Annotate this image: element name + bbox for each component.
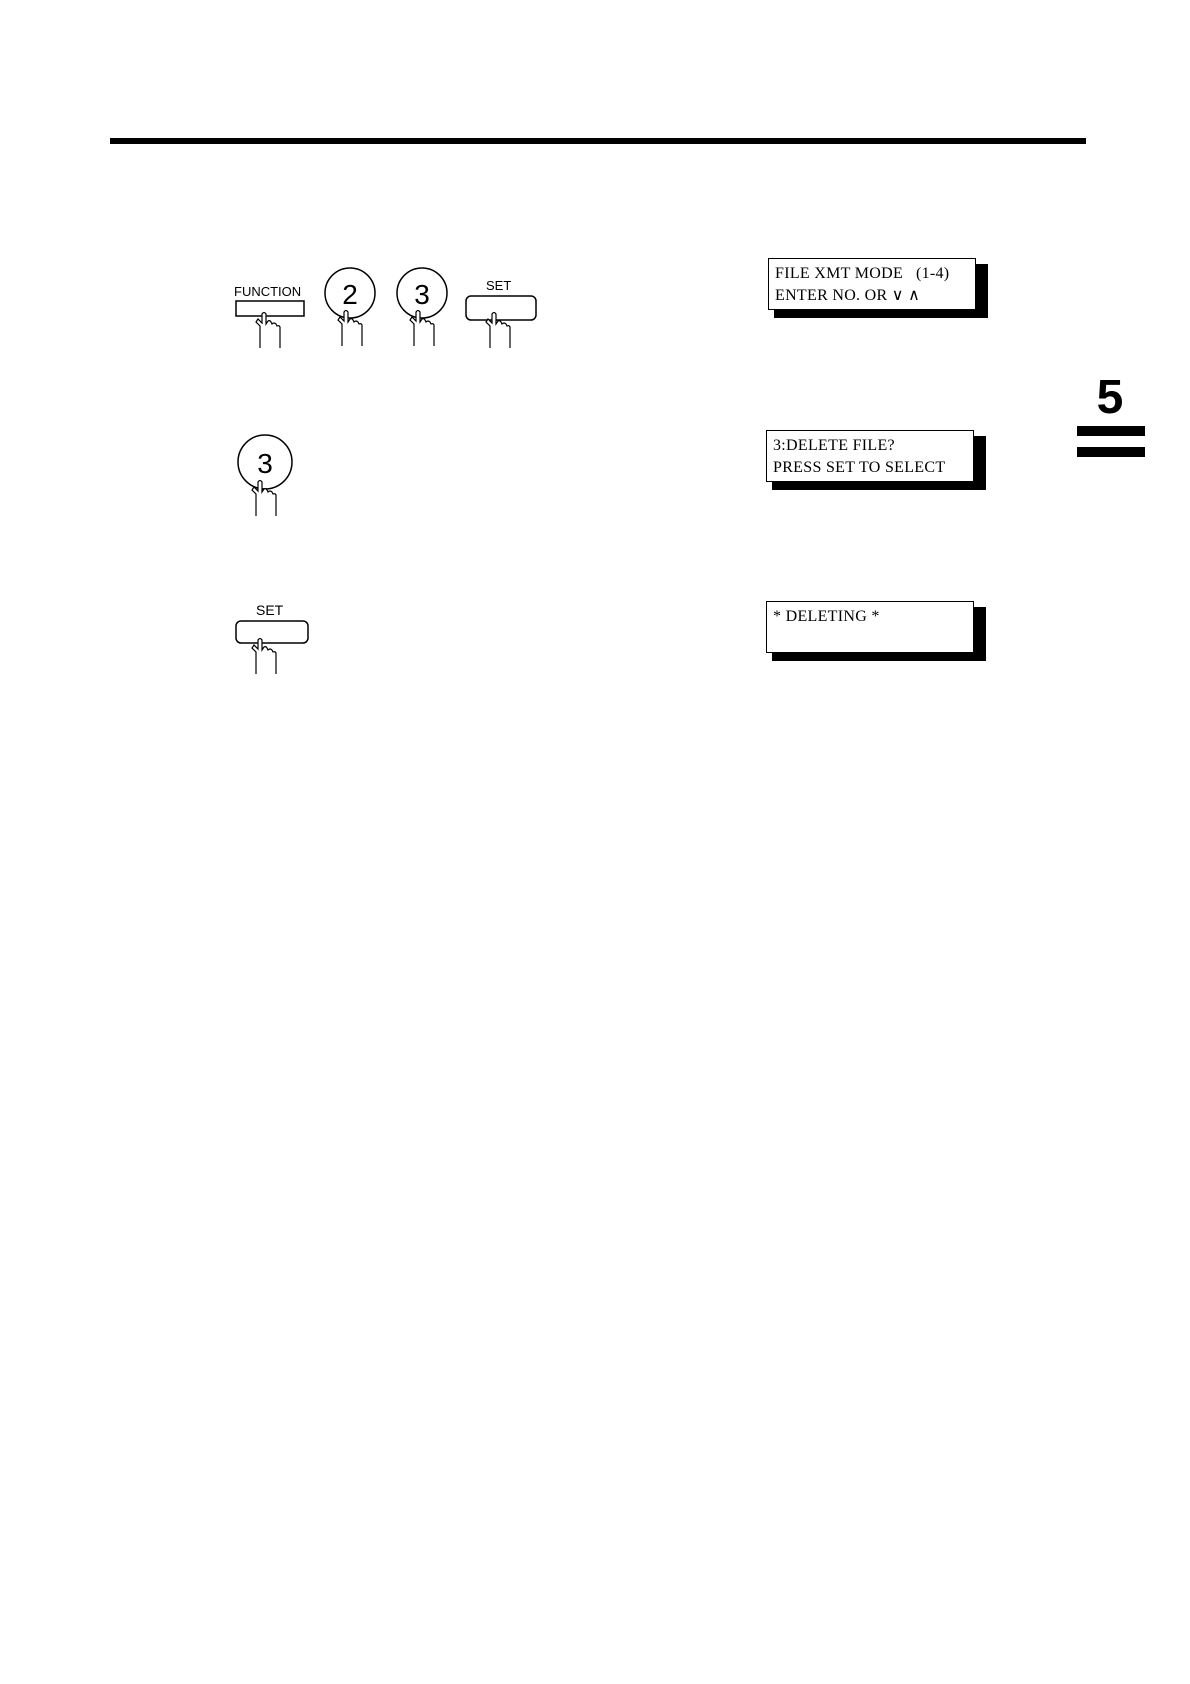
digit-3-key[interactable] bbox=[238, 435, 292, 516]
chapter-tab-bar-top bbox=[1077, 426, 1145, 436]
lcd-display-1 bbox=[768, 258, 982, 312]
lcd-line-1: * DELETING * bbox=[773, 608, 880, 625]
lcd-line-2: PRESS SET TO SELECT bbox=[773, 459, 946, 476]
lcd-line-1: 3:DELETE FILE? bbox=[773, 437, 895, 454]
lcd-line-2: ENTER NO. OR ∨ ∧ bbox=[775, 287, 921, 304]
digit-3-label: 3 bbox=[257, 448, 273, 479]
chapter-tab bbox=[1075, 372, 1145, 424]
digit-2-label: 2 bbox=[342, 279, 358, 310]
digit-2-key[interactable] bbox=[325, 268, 375, 346]
function-key[interactable] bbox=[234, 284, 304, 348]
set-key-label: SET bbox=[256, 602, 284, 618]
chapter-number: 5 bbox=[1096, 371, 1124, 424]
lcd-display-2 bbox=[766, 430, 980, 484]
set-key-label: SET bbox=[486, 278, 512, 293]
set-key[interactable] bbox=[236, 602, 308, 674]
digit-3-key[interactable] bbox=[397, 268, 447, 346]
lcd-line-1: FILE XMT MODE (1-4) bbox=[775, 265, 950, 282]
step2-key-sequence bbox=[230, 436, 310, 526]
step3-key-sequence bbox=[230, 600, 330, 690]
digit-3-label: 3 bbox=[414, 279, 430, 310]
top-rule bbox=[110, 138, 1086, 144]
finger-press-icon bbox=[256, 313, 280, 349]
set-key[interactable] bbox=[466, 278, 536, 348]
step1-key-sequence bbox=[230, 268, 550, 358]
chapter-tab-bar-bottom bbox=[1077, 447, 1145, 457]
lcd-display-3 bbox=[766, 601, 980, 655]
finger-press-icon bbox=[252, 639, 276, 675]
function-key-label: FUNCTION bbox=[234, 284, 302, 299]
